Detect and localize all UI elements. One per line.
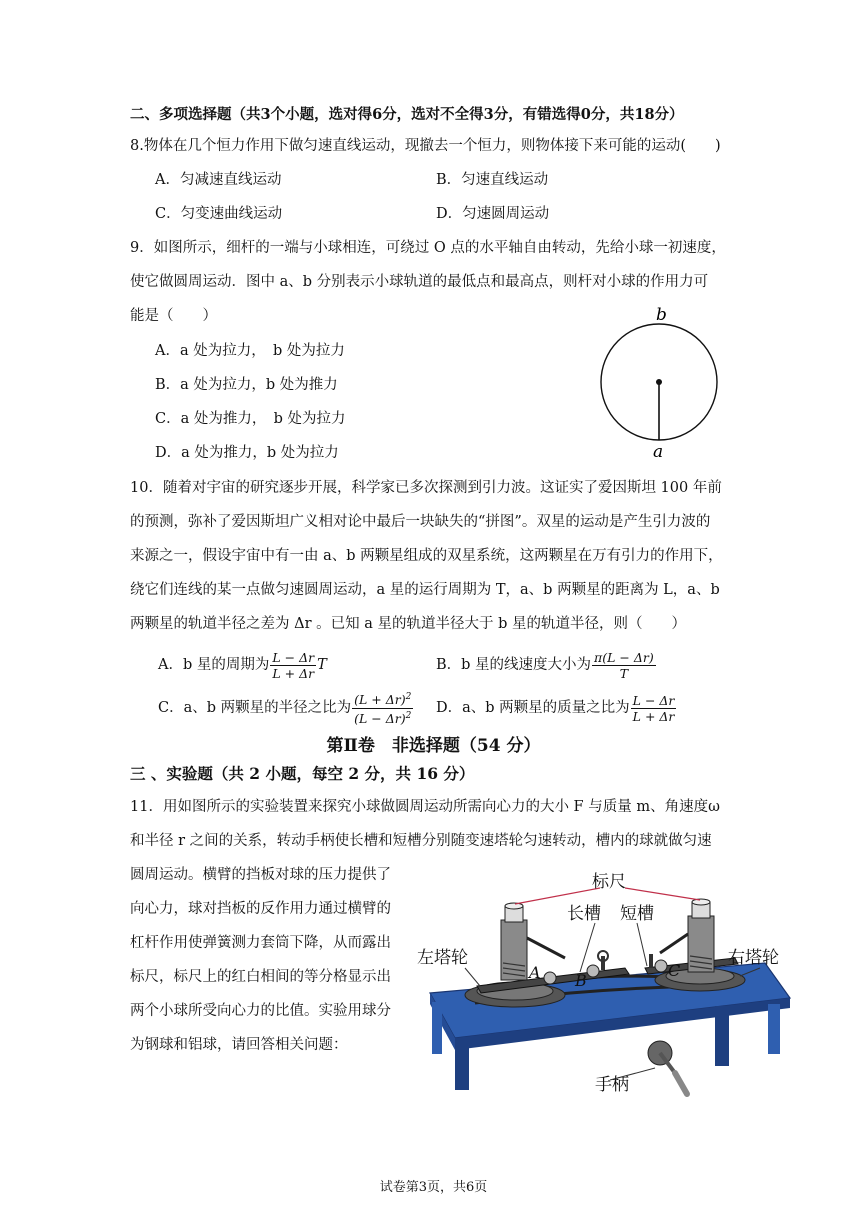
option-c-denominator: (L − Δr) [354,710,406,726]
label-right-tower-wheel: 右塔轮 [728,948,779,967]
option-c-text: C．a、b 两颗星的半径之比为 [158,700,352,716]
question-9-line-2: 使它做圆周运动．图中 a、b 分别表示小球轨道的最低点和最高点，则杆对小球的作用力可 [130,274,709,290]
question-11-line-6: 标尺，标尺上的红白相间的等分格显示出 [130,969,391,985]
option-a-period-symbol: T [317,657,327,673]
question-10-line-4: 绕它们连线的某一点做匀速圆周运动，a 星的运行周期为 T，a、b 两颗星的距离为 L，a、b [130,582,720,598]
question-8-option-d: D．匀速圆周运动 [436,206,550,222]
label-handle: 手柄 [595,1075,629,1094]
option-d-denominator: L + Δr [632,708,675,724]
question-11-line-1: 11．用如图所示的实验装置来探究小球做圆周运动所需向心力的大小 F 与质量 m、角速度ω [130,799,720,815]
question-11-line-8: 为钢球和铝球，请回答相关问题： [130,1037,348,1053]
option-a-text: A．b 星的周期为 [158,657,270,673]
question-11-line-3: 圆周运动。横臂的挡板对球的压力提供了 [130,867,391,883]
ball-c [655,960,667,972]
table-leg-back-right [768,1004,780,1054]
page-footer: 试卷第3页，共6页 [379,1180,488,1195]
question-10-line-3: 来源之一，假设宇宙中有一由 a、b 两颗星组成的双星系统，这两颗星在万有引力的作用下， [130,548,723,564]
left-ruler-cap [505,903,523,909]
option-c-numerator-wrap [352,690,413,708]
section-3-heading: 三 、实验题（共 2 小题，每空 2 分，共 16 分） [130,764,475,783]
centripetal-force-apparatus-figure [415,868,795,1113]
question-9-option-d: D．a 处为推力，b 处为拉力 [155,445,339,461]
question-10-option-d [436,690,677,726]
table-leg-back-left [432,1002,442,1054]
question-9-option-b: B．a 处为拉力，b 处为推力 [155,377,338,393]
question-8-option-a: A．匀减速直线运动 [155,172,282,188]
question-9-option-a: A．a 处为拉力， b 处为拉力 [155,343,345,359]
option-d-numerator: L − Δr [632,692,675,708]
label-ball-a: A [529,963,541,982]
option-b-numerator: π(L − Δr) [594,649,654,665]
part-2-title: 第Ⅱ卷 非选择题（54 分） [326,736,541,756]
option-b-fraction [592,650,656,681]
question-8-stem: 8.物体在几个恒力作用下做匀速直线运动，现撤去一个恒力，则物体接下来可能的运动( ) [130,138,721,154]
question-10-option-b [436,648,657,682]
question-9-line-1: 9．如图所示，细杆的一端与小球相连，可绕过 O 点的水平轴自由转动，先给小球一初速度， [130,240,726,256]
option-a-denominator: L + Δr [272,665,315,681]
pivot-point-o [656,379,662,385]
label-short-slot: 短槽 [620,904,654,923]
question-10-line-2: 的预测，弥补了爱因斯坦广义相对论中最后一块缺失的“拼图”。双星的运动是产生引力波的 [130,514,711,530]
option-c-fraction [352,690,413,725]
option-a-numerator: L − Δr [272,649,315,665]
section-2-heading: 二、多项选择题（共3个小题，选对得6分，选对不全得3分，有错选得0分，共18分） [130,106,684,123]
option-c-num-exponent: 2 [405,692,412,703]
right-ruler-cap [692,899,710,905]
label-ball-c: C [668,961,681,980]
question-11-line-4: 向心力，球对挡板的反作用力通过横臂的 [130,901,391,917]
short-slot-stop [649,954,653,968]
label-long-slot: 长槽 [567,904,601,923]
right-lever-arm [660,934,688,953]
left-lever-arm [527,938,565,958]
question-10-option-c [158,690,414,726]
question-10-option-a [158,648,327,682]
label-left-tower-wheel: 左塔轮 [417,948,468,967]
circle-rod-figure [592,300,722,460]
long-slot-stop [601,956,605,970]
option-c-denominator-wrap [352,709,413,726]
option-a-fraction [270,650,316,681]
question-9-line-3: 能是（ ） [130,308,217,324]
question-10-line-1: 10．随着对宇宙的研究逐步开展，科学家已多次探测到引力波。这证实了爱因斯坦 100 年前 [130,480,722,496]
option-c-numerator: (L + Δr) [354,692,406,708]
crank-handle [675,1073,687,1094]
question-10-line-5: 两颗星的轨道半径之差为 Δr 。已知 a 星的轨道半径大于 b 星的轨道半径，则（ ） [130,616,686,632]
ball-b [587,965,599,977]
question-8-option-c: C．匀变速曲线运动 [155,206,283,222]
ball-a [544,972,556,984]
table-leg-front-left [455,1048,469,1090]
option-c-den-exponent: 2 [405,710,412,721]
option-b-denominator: T [619,665,629,681]
label-b: b [656,305,667,325]
table-leg-front-right [715,1006,729,1066]
question-9-option-c: C．a 处为推力， b 处为拉力 [155,411,346,427]
question-11-line-7: 两个小球所受向心力的比值。实验用球分 [130,1003,391,1019]
label-ball-b: B [575,971,587,990]
question-8-option-b: B．匀速直线运动 [436,172,549,188]
option-d-text: D．a、b 两颗星的质量之比为 [436,700,630,716]
question-11-line-5: 杠杆作用使弹簧测力套筒下降，从而露出 [130,935,391,951]
option-b-text: B．b 星的线速度大小为 [436,657,592,673]
label-a: a [653,442,664,460]
option-d-fraction [631,693,677,724]
label-ruler: 标尺 [592,872,626,891]
question-11-line-2: 和半径 r 之间的关系，转动手柄使长槽和短槽分别随变速塔轮匀速转动，槽内的球就做匀速 [130,833,712,849]
